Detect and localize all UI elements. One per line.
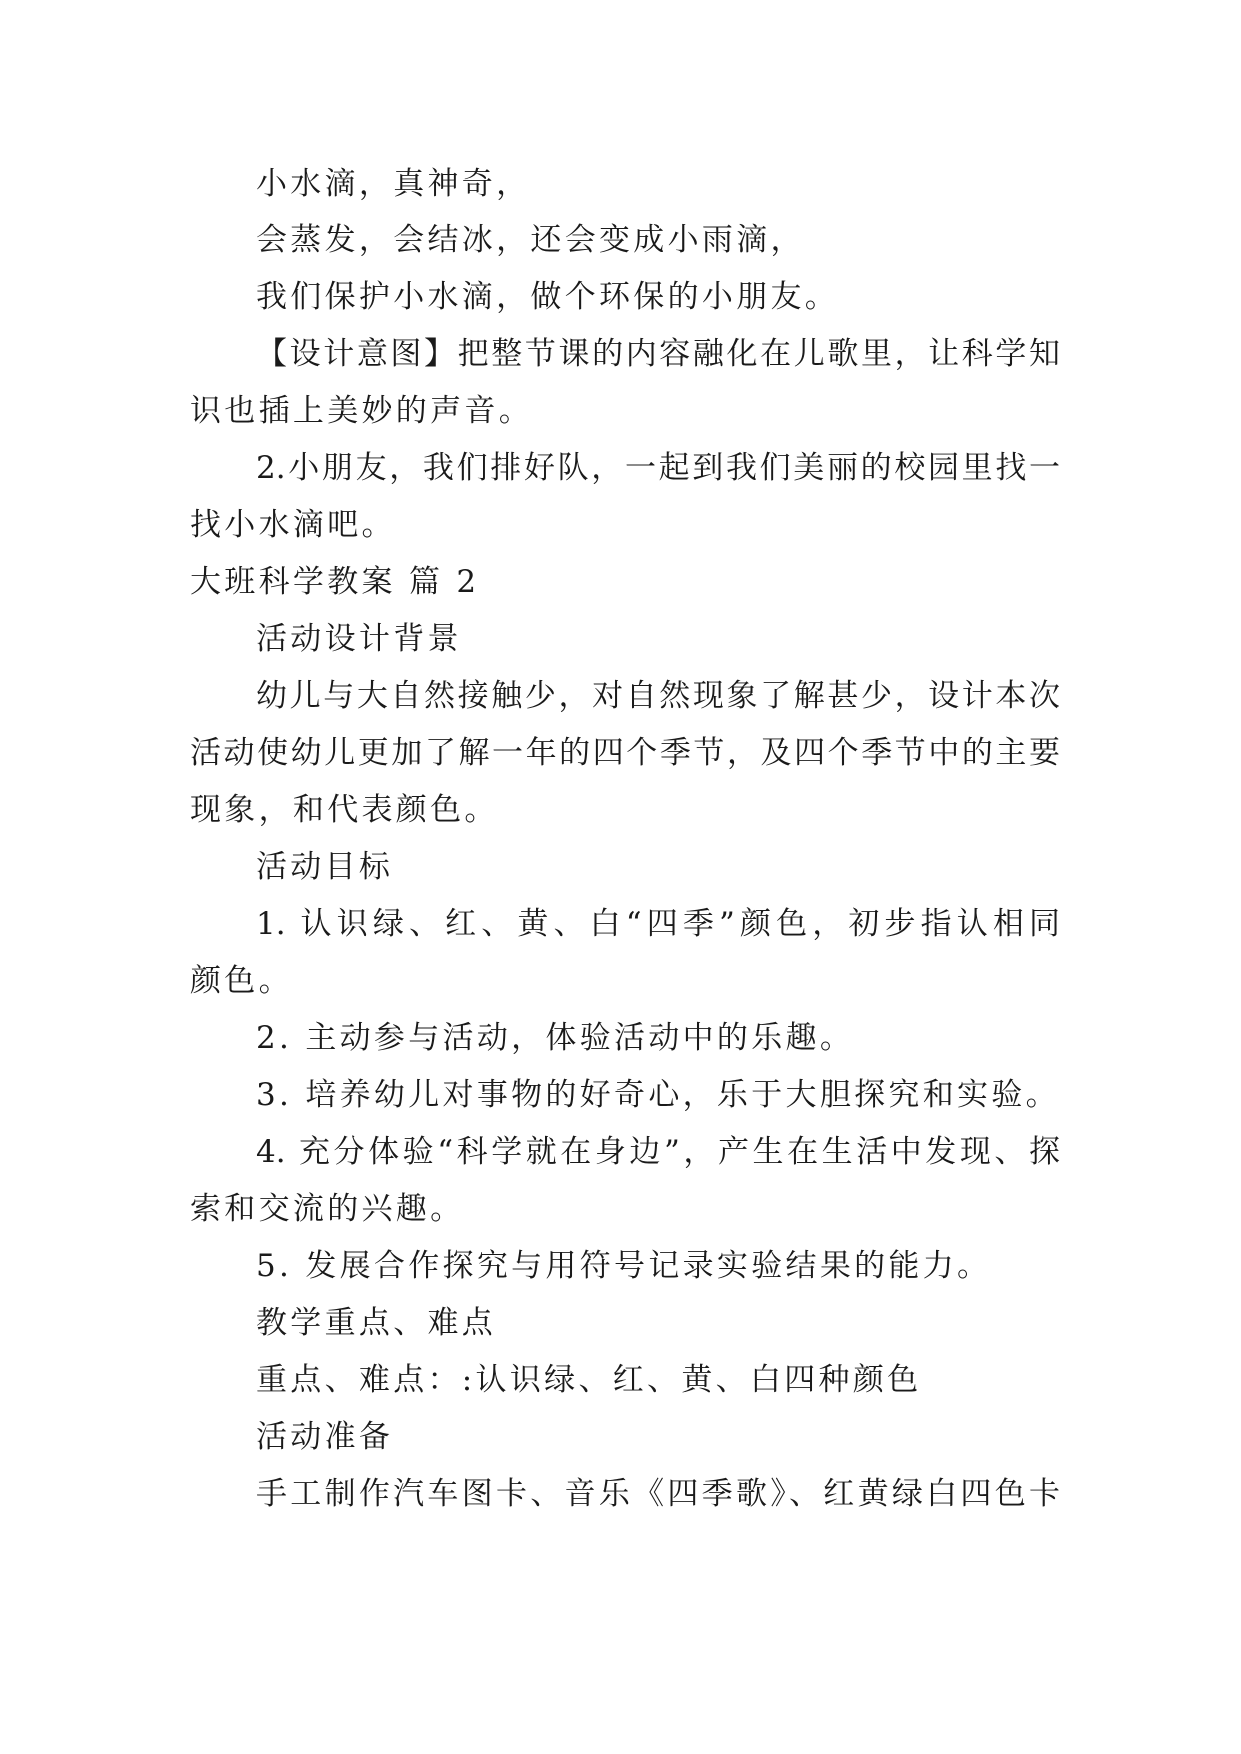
subheading: 教学重点、难点 bbox=[256, 1305, 497, 1341]
subheading: 活动准备 bbox=[256, 1419, 394, 1455]
text-line: 找小水滴吧。 bbox=[190, 507, 396, 543]
text-line: 幼儿与大自然接触少，对自然现象了解甚少，设计本次 bbox=[256, 678, 1060, 714]
text-line: 现象，和代表颜色。 bbox=[190, 792, 499, 828]
text-line: 活动使幼儿更加了解一年的四个季节，及四个季节中的主要 bbox=[190, 735, 1060, 771]
text-line: 手工制作汽车图卡、音乐《四季歌》、红黄绿白四色卡 bbox=[256, 1476, 1060, 1512]
list-item: 3. 培养幼儿对事物的好奇心，乐于大胆探究和实验。 bbox=[256, 1077, 1060, 1113]
list-item: 4. 充分体验“科学就在身边”，产生在生活中发现、探 bbox=[256, 1134, 1060, 1170]
text-line: 索和交流的兴趣。 bbox=[190, 1191, 465, 1227]
text-line: 【设计意图】把整节课的内容融化在儿歌里，让科学知 bbox=[256, 336, 1060, 372]
text-line: 小水滴，真神奇， bbox=[256, 166, 531, 202]
list-item: 2. 主动参与活动，体验活动中的乐趣。 bbox=[256, 1020, 855, 1056]
list-item: 5. 发展合作探究与用符号记录实验结果的能力。 bbox=[256, 1248, 992, 1284]
section-heading: 大班科学教案 篇 2 bbox=[190, 564, 480, 600]
text-line: 重点、难点：:认识绿、红、黄、白四种颜色 bbox=[256, 1362, 922, 1398]
text-line: 2.小朋友，我们排好队，一起到我们美丽的校园里找一 bbox=[256, 450, 1060, 486]
text-line: 颜色。 bbox=[190, 963, 293, 999]
subheading: 活动目标 bbox=[256, 849, 394, 885]
subheading: 活动设计背景 bbox=[256, 621, 462, 657]
list-item: 1. 认识绿、红、黄、白“四季”颜色，初步指认相同 bbox=[256, 906, 1060, 942]
text-line: 会蒸发，会结冰，还会变成小雨滴， bbox=[256, 222, 805, 258]
text-line: 我们保护小水滴，做个环保的小朋友。 bbox=[256, 279, 840, 315]
text-line: 识也插上美妙的声音。 bbox=[190, 393, 533, 429]
